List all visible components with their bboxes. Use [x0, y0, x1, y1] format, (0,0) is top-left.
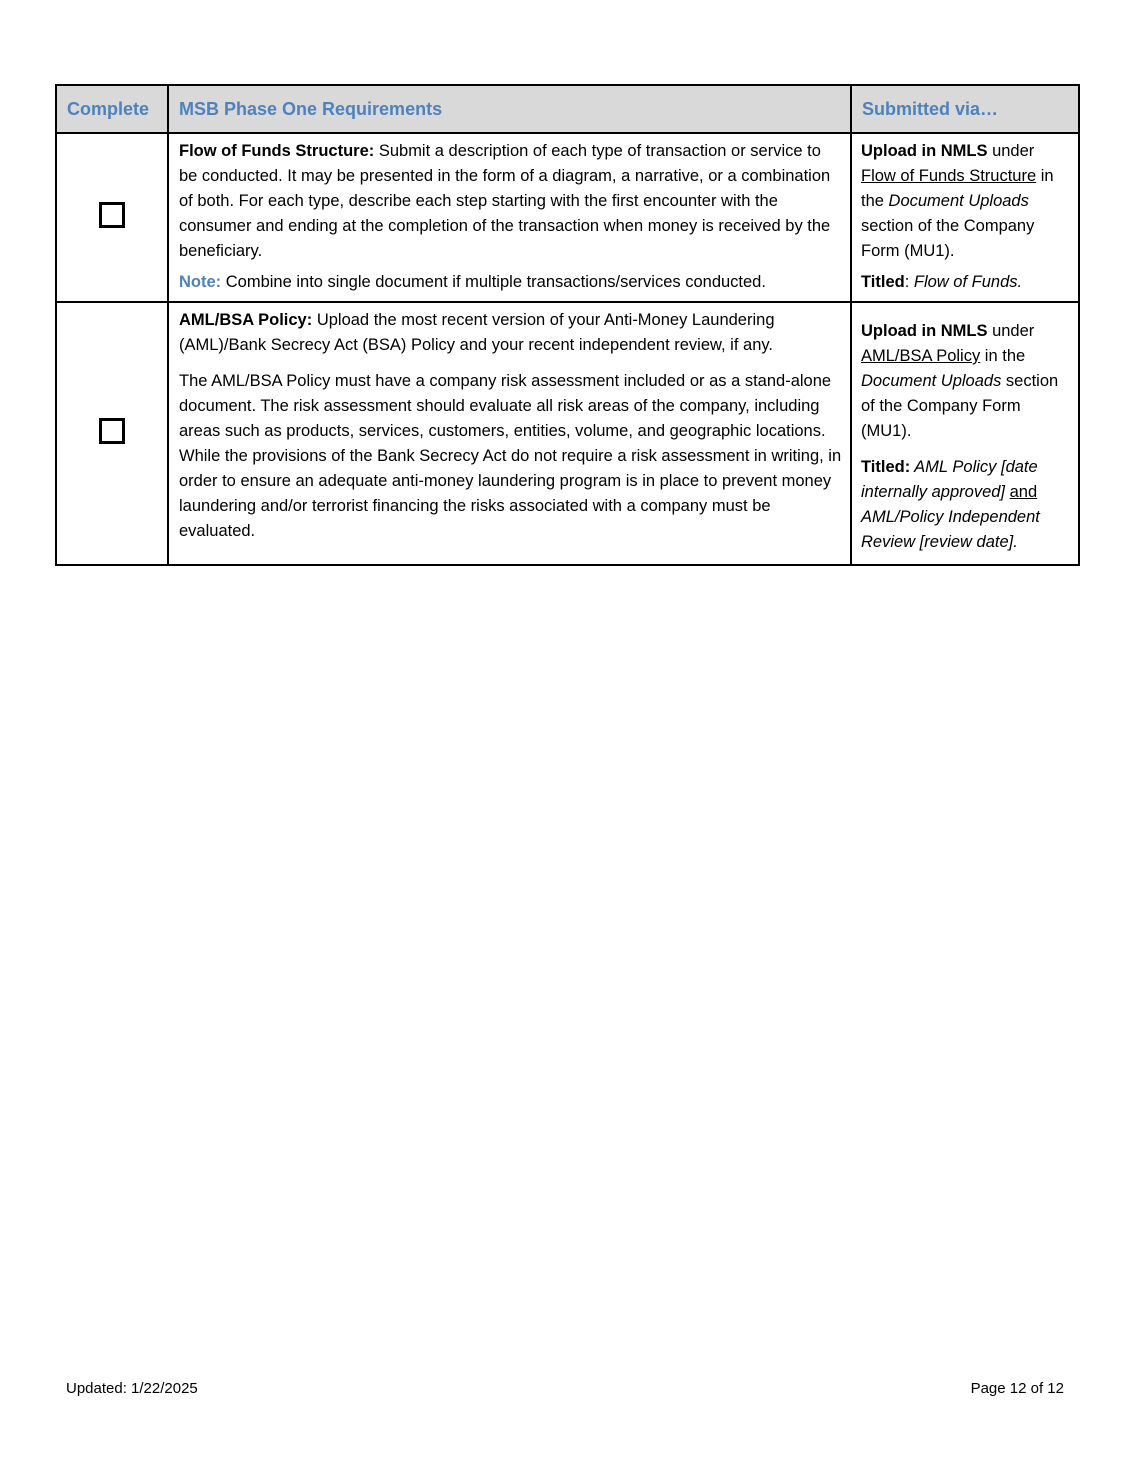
requirement-cell [168, 133, 851, 302]
complete-checkbox[interactable] [99, 418, 125, 444]
submit-instructions: Upload in NMLS under AML/BSA Policy in the Document Uploads section of the Company Form (MU1). [861, 322, 1059, 440]
submitted-via-cell [851, 302, 1079, 565]
header-requirements: MSB Phase One Requirements [168, 85, 851, 133]
requirement-text: AML/BSA Policy: Upload the most recent version of your Anti-Money Laundering (AML)/Bank Secrecy Act (BSA) Policy and your recent independent review, if any. [179, 311, 775, 354]
requirement-title: Flow of Funds Structure: [179, 142, 375, 160]
table-header-row [56, 85, 1079, 133]
requirement-detail: The AML/BSA Policy must have a company risk assessment included or as a stand-alone document. The risk assessment should evaluate all risk areas of the company, including areas such as products, services, customers, entities, volume, and geographic locations. While the provisions of the Bank Secrecy Act do not require a risk assessment in writing, in order to ensure an adequate anti-money laundering program is in place to prevent money laundering and/or terrorist financing the risks associated with a company must be evaluated. [179, 372, 842, 540]
table-row [56, 133, 1079, 302]
submit-instructions: Upload in NMLS under Flow of Funds Structure in the Document Uploads section of the Company Form (MU1). [861, 142, 1054, 260]
header-submitted-via: Submitted via… [851, 85, 1079, 133]
requirement-title: AML/BSA Policy: [179, 311, 313, 329]
footer-updated-date: Updated: 1/22/2025 [66, 1380, 198, 1397]
complete-checkbox[interactable] [99, 202, 125, 228]
titled-instructions: Titled: AML Policy [date internally approved] and AML/Policy Independent Review [review date]. [861, 458, 1040, 551]
header-complete: Complete [56, 85, 168, 133]
titled-instructions: Titled: Flow of Funds. [861, 273, 1023, 291]
requirement-cell [168, 302, 851, 565]
table-row [56, 302, 1079, 565]
requirements-table [55, 84, 1080, 566]
requirement-text: Flow of Funds Structure: Submit a description of each type of transaction or service to be conducted. It may be presented in the form of a diagram, a narrative, or a combination of both. For each type, describe each step starting with the first encounter with the consumer and ending at the completion of the transaction when money is received by the beneficiary. [179, 142, 831, 260]
complete-cell [56, 133, 168, 302]
requirement-note: Note: Combine into single document if multiple transactions/services conducted. [179, 273, 766, 291]
note-label: Note: [179, 273, 222, 291]
upload-category-link[interactable]: AML/BSA Policy [861, 347, 981, 365]
complete-cell [56, 302, 168, 565]
footer-page-number: Page 12 of 12 [970, 1380, 1064, 1397]
submitted-via-cell [851, 133, 1079, 302]
upload-category-link[interactable]: Flow of Funds Structure [861, 167, 1037, 185]
